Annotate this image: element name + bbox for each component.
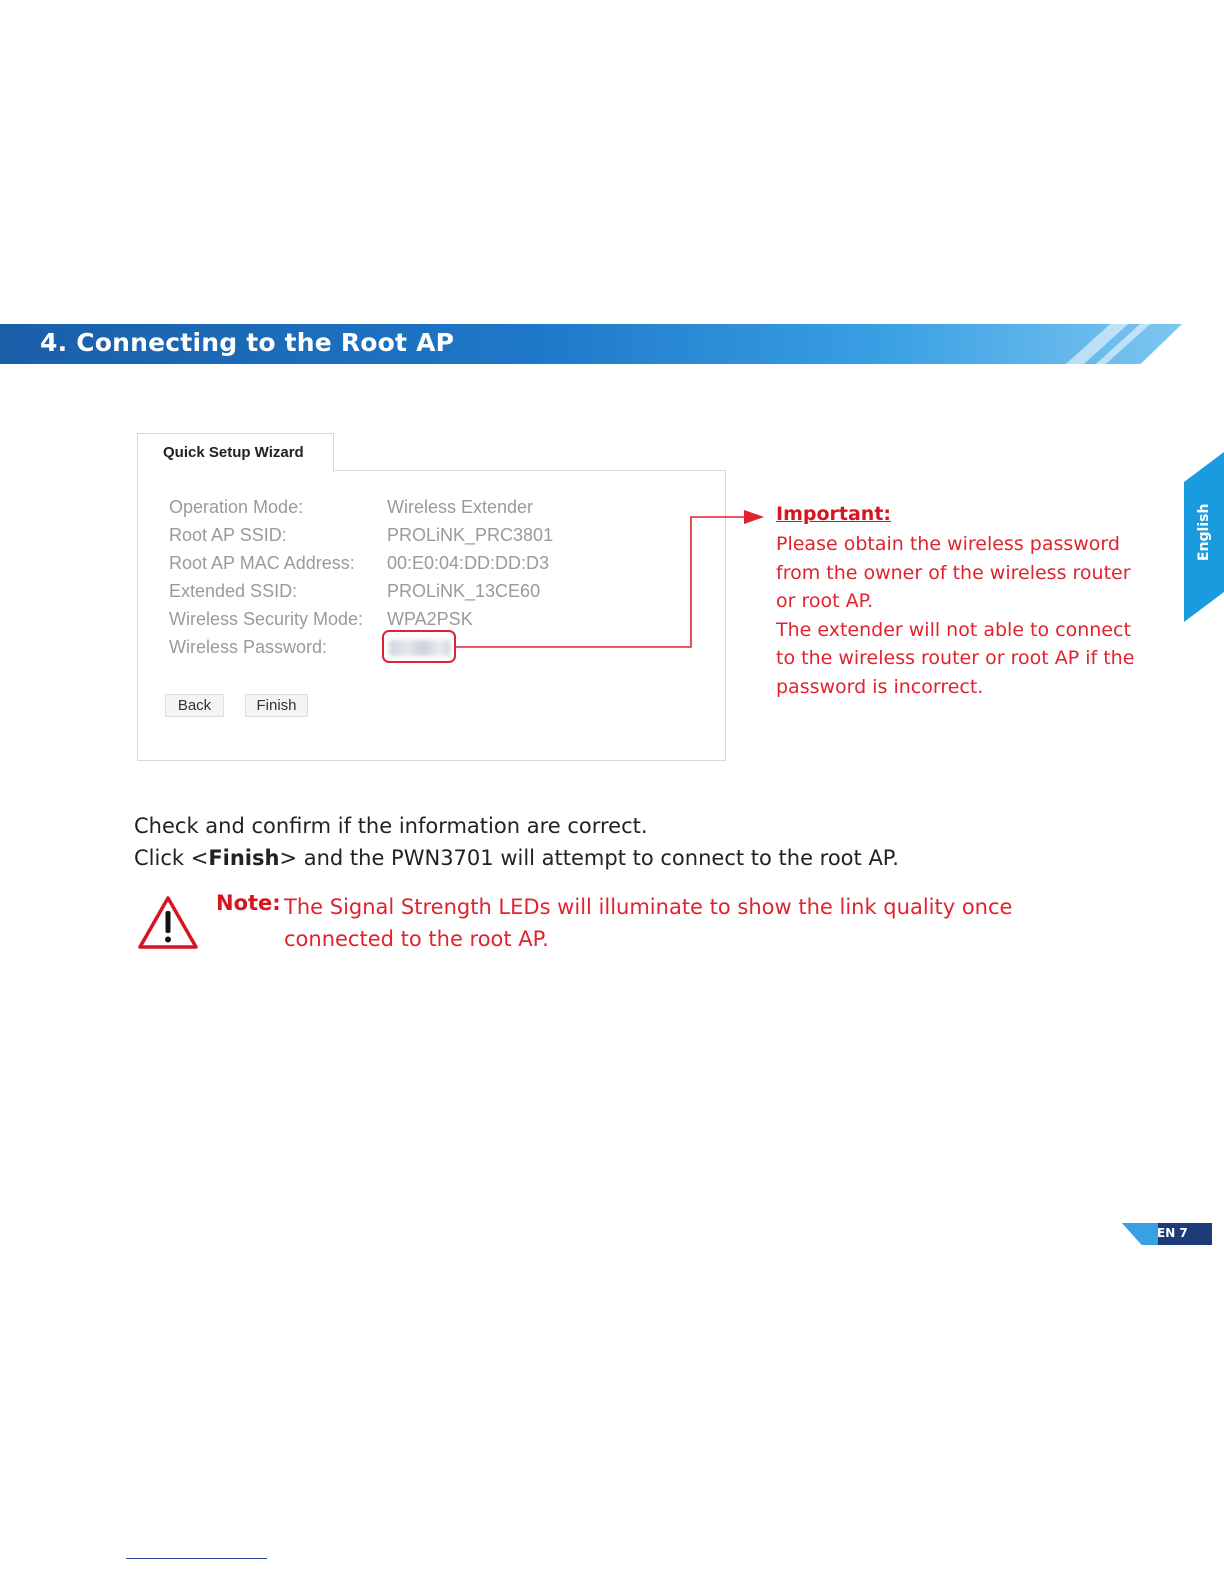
instruction-line-2 xyxy=(134,846,899,870)
field-value: 00:E0:04:DD:DD:D3 xyxy=(387,553,550,573)
field-label: Root AP MAC Address: xyxy=(169,553,355,573)
note-text xyxy=(284,891,1012,955)
wizard-tab-label: Quick Setup Wizard xyxy=(163,444,304,461)
important-heading: Important: xyxy=(776,503,892,525)
footer-rule xyxy=(126,1558,267,1559)
important-line: to the wireless router or root AP if the xyxy=(776,647,1135,669)
wizard-tab[interactable] xyxy=(137,433,334,472)
page-number: EN 7 xyxy=(1157,1226,1188,1240)
field-label: Extended SSID: xyxy=(169,581,298,601)
finish-button[interactable]: Finish xyxy=(245,694,308,717)
note-line: The Signal Strength LEDs will illuminate to show the link quality once xyxy=(284,895,1013,919)
note-line: connected to the root AP. xyxy=(284,927,549,951)
back-button[interactable]: Back xyxy=(165,694,224,717)
important-line: or root AP. xyxy=(776,590,874,612)
field-value: WPA2PSK xyxy=(387,609,473,629)
field-value: PROLiNK_PRC3801 xyxy=(387,525,554,545)
important-line: The extender will not able to connect xyxy=(776,618,1131,641)
field-label: Operation Mode: xyxy=(169,497,304,517)
instruction-line-1: Check and confirm if the information are correct. xyxy=(134,814,648,838)
note-label: Note: xyxy=(216,891,281,915)
section-title: 4. Connecting to the Root AP xyxy=(40,328,455,357)
instruction-text: Click < xyxy=(134,846,209,870)
warning-icon xyxy=(137,895,199,951)
important-body xyxy=(776,530,1156,701)
language-tab-label: English xyxy=(1196,503,1212,561)
instruction-text: > and the PWN3701 will attempt to connect to the root AP. xyxy=(279,846,899,870)
important-line: from the owner of the wireless router xyxy=(776,561,1131,584)
important-line: password is incorrect. xyxy=(776,675,984,698)
field-label: Wireless Security Mode: xyxy=(169,609,364,629)
instruction-finish-emphasis: Finish xyxy=(208,846,280,870)
field-value: PROLiNK_13CE60 xyxy=(387,581,541,601)
field-label: Wireless Password: xyxy=(169,637,328,657)
important-line: Please obtain the wireless password xyxy=(776,533,1120,555)
field-value: Wireless Extender xyxy=(387,497,534,517)
field-label: Root AP SSID: xyxy=(169,525,287,545)
